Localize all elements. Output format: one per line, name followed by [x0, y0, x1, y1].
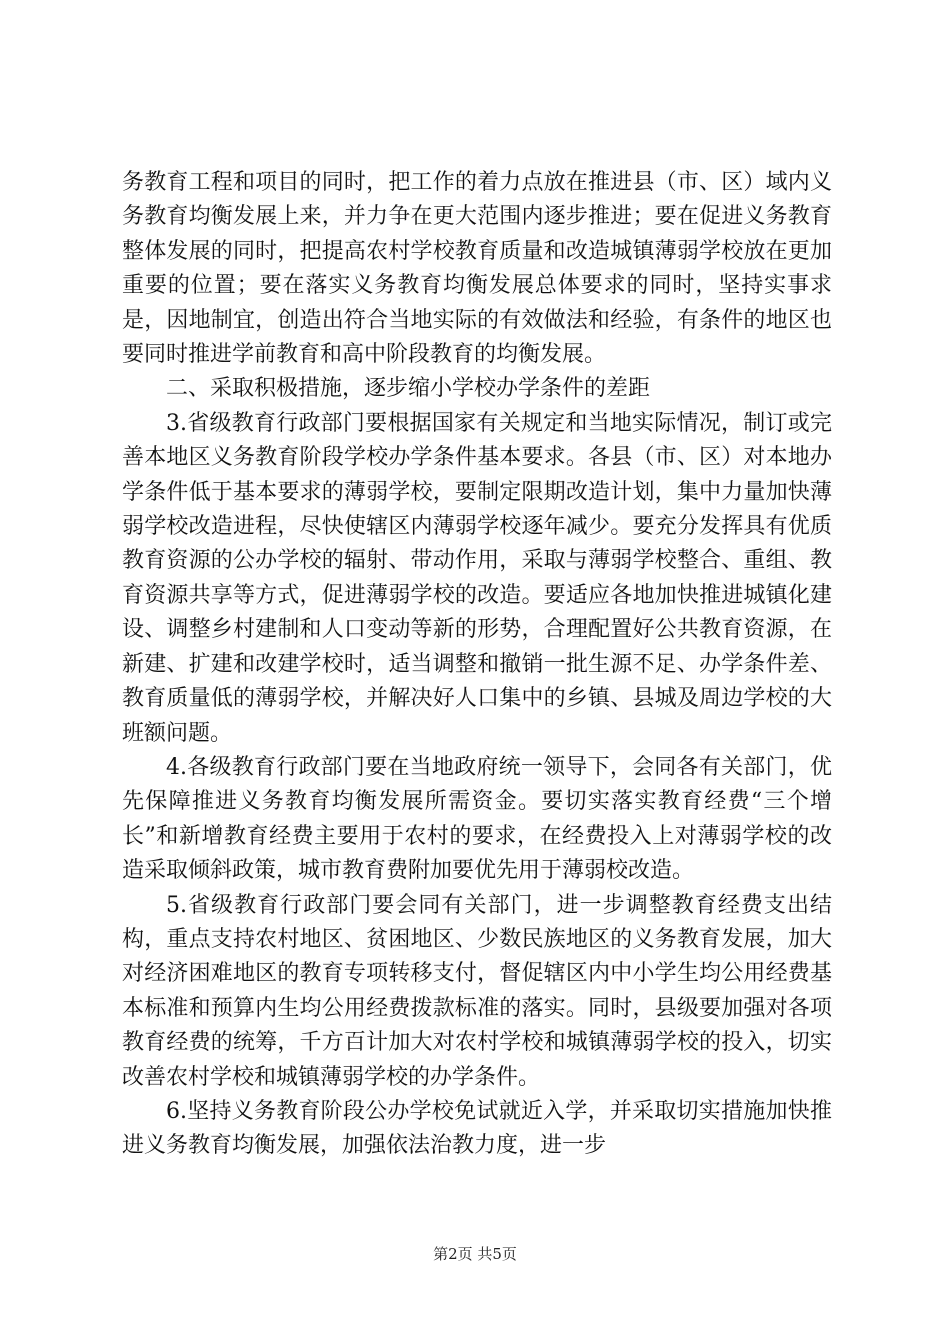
section-heading: 二、采取积极措施，逐步缩小学校办学条件的差距 — [166, 376, 651, 402]
document-body — [122, 166, 832, 1164]
paragraph-item-3: 3.省级教育行政部门要根据国家有关规定和当地实际情况，制订或完善本地区义务教育阶段学校办学条件基本要求。各县（市、区）对本地办学条件低于基本要求的薄弱学校，要制定限期改造计划，集中力量加快薄弱学校改造进程，尽快使辖区内薄弱学校逐年减少。要充分发挥具有优质教育资源的公办学校的辐射、带动作用，采取与薄弱学校整合、重组、教育资源共享等方式，促进薄弱学校的改造。要适应各地加快推进城镇化建设、调整乡村建制和人口变动等新的形势，合理配置好公共教育资源，在新建、扩建和改建学校时，适当调整和撤销一批生源不足、办学条件差、教育质量低的薄弱学校，并解决好人口集中的乡镇、县城及周边学校的大班额问题。 — [122, 410, 832, 746]
paragraph-item-4: 4.各级教育行政部门要在当地政府统一领导下，会同各有关部门，优先保障推进义务教育均衡发展所需资金。要切实落实教育经费“三个增长”和新增教育经费主要用于农村的要求，在经费投入上对薄弱学校的改造采取倾斜政策，城市教育费附加要优先用于薄弱校改造。 — [122, 754, 832, 884]
paragraph-item-6: 6.坚持义务教育阶段公办学校免试就近入学，并采取切实措施加快推进义务教育均衡发展，加强依法治教力度，进一步 — [122, 1098, 832, 1159]
page-number-footer: 第2页 共5页 — [433, 1245, 517, 1263]
paragraph-item-5: 5.省级教育行政部门要会同有关部门，进一步调整教育经费支出结构，重点支持农村地区、贫困地区、少数民族地区的义务教育发展，加大对经济困难地区的教育专项转移支付，督促辖区内中小学生均公用经费基本标准和预算内生均公用经费拨款标准的落实。同时，县级要加强对各项教育经费的统筹，千方百计加大对农村学校和城镇薄弱学校的投入，切实改善农村学校和城镇薄弱学校的办学条件。 — [122, 892, 832, 1090]
paragraph-continuation: 务教育工程和项目的同时，把工作的着力点放在推进县（市、区）域内义务教育均衡发展上来，并力争在更大范围内逐步推进；要在促进义务教育整体发展的同时，把提高农村学校教育质量和改造城镇薄弱学校放在更加重要的位置；要在落实义务教育均衡发展总体要求的同时，坚持实事求是，因地制宜，创造出符合当地实际的有效做法和经验，有条件的地区也要同时推进学前教育和高中阶段教育的均衡发展。 — [122, 170, 832, 368]
